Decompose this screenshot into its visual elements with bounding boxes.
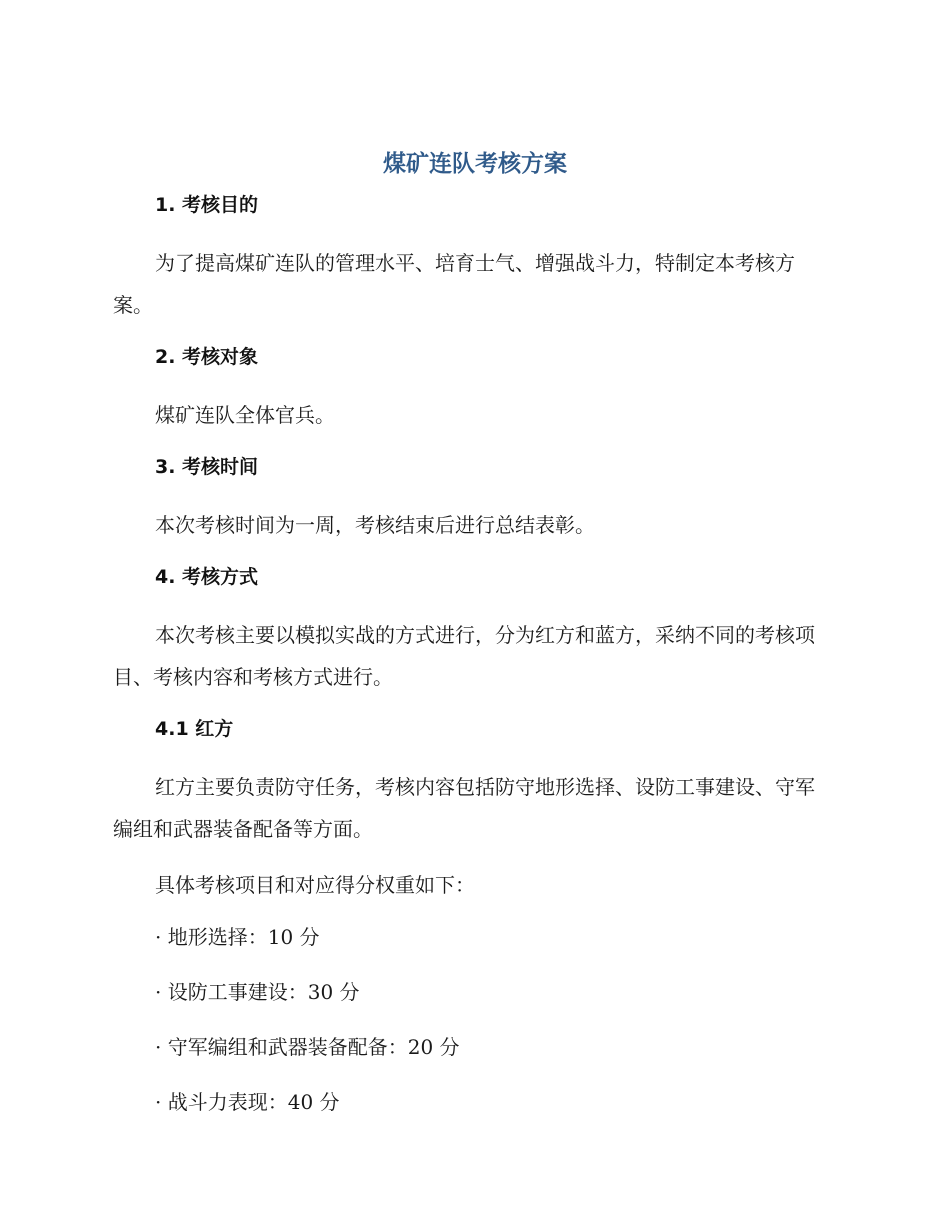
section-heading-red-team: 4.1 红方: [155, 718, 234, 740]
scoring-intro: 具体考核项目和对应得分权重如下：: [155, 873, 475, 897]
section-body-method: 本次考核主要以模拟实战的方式进行，分为红方和蓝方，采纳不同的考核项目、考核内容和考核方式进行。: [113, 623, 815, 689]
list-item: · 地形选择：10 分: [155, 925, 320, 949]
list-item: · 守军编组和武器装备配备：20 分: [155, 1035, 460, 1059]
section-body-purpose: 为了提高煤矿连队的管理水平、培育士气、增强战斗力，特制定本考核方案。: [113, 251, 795, 317]
section-body-target: 煤矿连队全体官兵。: [155, 403, 335, 427]
section-body-red-team: 红方主要负责防守任务，考核内容包括防守地形选择、设防工事建设、守军编组和武器装备配备等方面。: [113, 775, 815, 841]
list-item: · 设防工事建设：30 分: [155, 980, 360, 1004]
section-heading-time: 3. 考核时间: [155, 456, 259, 478]
section-body-time: 本次考核时间为一周，考核结束后进行总结表彰。: [155, 513, 595, 537]
document-title: 煤矿连队考核方案: [383, 151, 567, 177]
document-body: [113, 188, 831, 1119]
section-heading-target: 2. 考核对象: [155, 346, 259, 368]
list-item: · 战斗力表现：40 分: [155, 1090, 340, 1114]
section-heading-method: 4. 考核方式: [155, 566, 259, 588]
section-heading-purpose: 1. 考核目的: [155, 194, 259, 216]
